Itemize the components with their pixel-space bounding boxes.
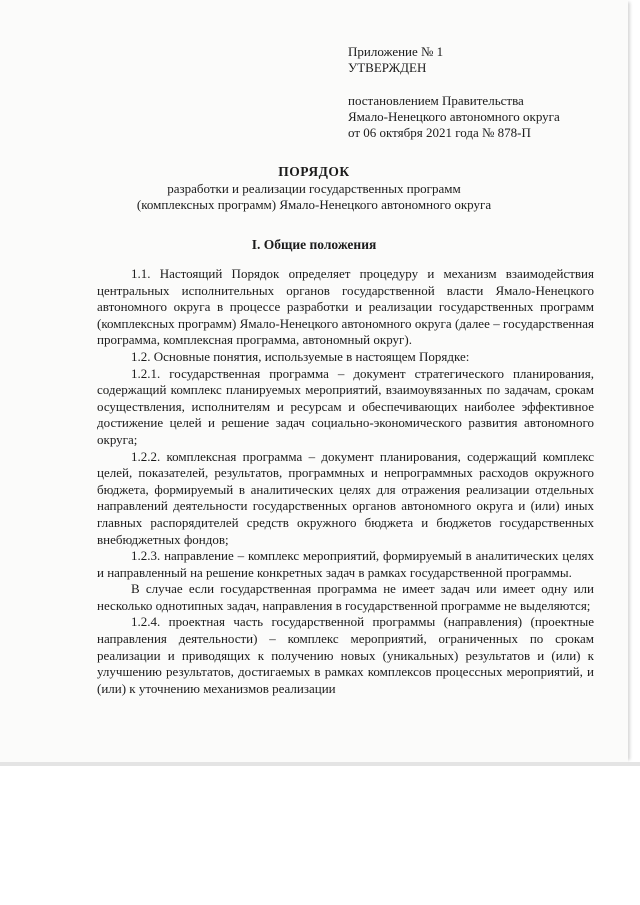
document-subtitle (0, 181, 628, 213)
section-heading: I. Общие положения (251, 237, 377, 252)
approval-block (348, 44, 560, 141)
document-title: ПОРЯДОК (278, 164, 350, 179)
subtitle-line-1: разработки и реализации государственных программ (167, 181, 461, 196)
page-bottom-edge (0, 762, 640, 766)
paragraph-1-2-3: 1.2.3. направление – комплекс мероприятий, формируемый в аналитических целях и направленный на решение конкретных задач в рамках государственной программы. (97, 548, 594, 580)
subtitle-line-2: (комплексных программ) Ямало-Ненецкого автономного округа (136, 197, 492, 212)
paragraph-1-2: 1.2. Основные понятия, используемые в настоящем Порядке: (131, 348, 470, 364)
appendix-label: Приложение № 1 (348, 44, 444, 59)
approval-line-3: от 06 октября 2021 года № 878-П (348, 125, 531, 140)
paragraph-note: В случае если государственная программа не имеет задач или имеет одну или несколько однотипных задач, направления в государственной программе не выделяются; (97, 581, 594, 613)
paragraph-1-1: 1.1. Настоящий Порядок определяет процедуру и механизм взаимодействия центральных исполнительных органов государственной власти Ямало-Ненецкого автономного округа в процессе разработки и реализации государственных программ (комплексных программ) Ямало-Ненецкого автономного округа (далее – государственная программа, комплексная программа, автономный округ). (97, 266, 594, 348)
spacer (348, 76, 560, 93)
paragraph-1-2-4: 1.2.4. проектная часть государственной программы (направления) (проектные направления деятельности) – комплекс мероприятий, ограниченных по срокам реализации и приводящих к получению новых (уникальных) результатов и (или) к улучшению результатов, достигаемых в рамках комплексов процессных мероприятий, и (или) к уточнению механизмов реализации (97, 614, 594, 696)
approval-line-1: постановлением Правительства (348, 93, 524, 108)
paragraph-1-2-2: 1.2.2. комплексная программа – документ планирования, содержащий комплекс целей, показателей, результатов, программных и непрограммных расходов окружного бюджета, формируемый в аналитических целях для отражения реализации отдельных направлений деятельности государственных органов автономного округа и (или) иных главных распорядителей средств окружного бюджета и бюджетов государственных внебюджетных фондов; (97, 448, 594, 547)
document-body (97, 266, 594, 697)
paragraph-1-2-1: 1.2.1. государственная программа – документ стратегического планирования, содержащий комплекс планируемых мероприятий, взаимоувязанных по задачам, срокам осуществления, исполнителям и ресурсам и обеспечивающих наиболее эффективное достижение целей и решение задач социально-экономического развития автономного округа; (97, 365, 594, 447)
approved-label: УТВЕРЖДЕН (348, 60, 427, 75)
approval-line-2: Ямало-Ненецкого автономного округа (348, 109, 560, 124)
